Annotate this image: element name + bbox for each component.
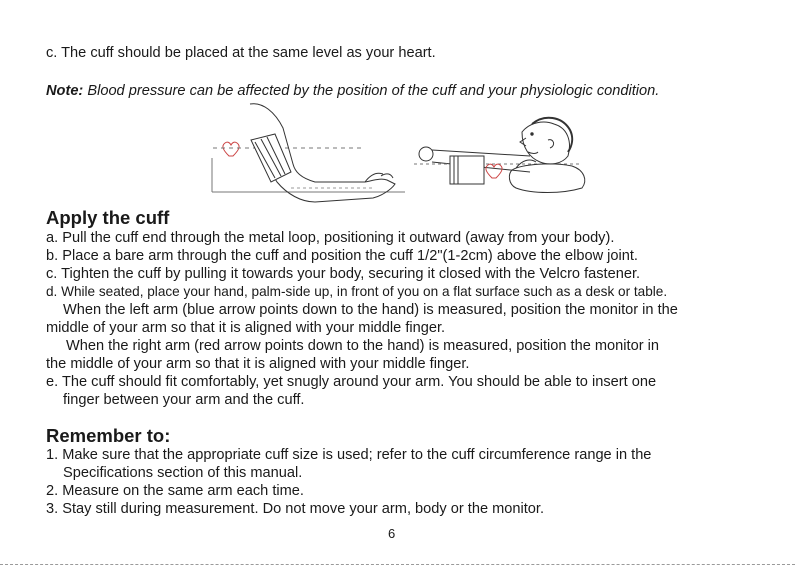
- apply-step-e-2: finger between your arm and the cuff.: [63, 392, 305, 408]
- remember-item-1-line-2: Specifications section of this manual.: [63, 465, 303, 481]
- apply-step-a: a. Pull the cuff end through the metal loop, positioning it outward (away from your body).: [46, 230, 615, 246]
- apply-step-d-right-2: the middle of your arm so that it is aligned with your middle finger.: [46, 356, 470, 372]
- seated-arm-cuff-illustration: [205, 102, 405, 212]
- remember-item-1-line-1: 1. Make sure that the appropriate cuff size is used; refer to the cuff circumference range in the: [46, 447, 652, 463]
- remember-item-3: 3. Stay still during measurement. Do not move your arm, body or the monitor.: [46, 501, 545, 517]
- apply-step-d-left-1: When the left arm (blue arrow points down to the hand) is measured, position the monitor in the: [63, 302, 678, 318]
- lying-person-cuff-illustration: [412, 112, 590, 204]
- heart-icon: [223, 142, 239, 156]
- note-label: Note:: [46, 83, 84, 99]
- apply-step-b: b. Place a bare arm through the cuff and position the cuff 1/2"(1-2cm) above the elbow joint.: [46, 248, 638, 264]
- page-number: 6: [388, 526, 396, 541]
- apply-step-d-right-1: When the right arm (red arrow points down to the hand) is measured, position the monitor in: [66, 338, 659, 354]
- heart-icon-right: [486, 164, 502, 178]
- apply-step-d: d. While seated, place your hand, palm-side up, in front of you on a flat surface such as a desk or table.: [46, 284, 668, 299]
- intro-text: c. The cuff should be placed at the same level as your heart.: [46, 45, 436, 61]
- apply-step-c: c. Tighten the cuff by pulling it towards your body, securing it closed with the Velcro fastener.: [46, 266, 641, 282]
- apply-step-e-1: e. The cuff should fit comfortably, yet snugly around your arm. You should be able to insert one: [46, 374, 657, 390]
- section-heading-apply: Apply the cuff: [46, 207, 170, 228]
- section-heading-remember: Remember to:: [46, 425, 171, 446]
- note-text: Blood pressure can be affected by the position of the cuff and your physiologic condition.: [83, 83, 660, 99]
- page-bottom-divider: [0, 564, 795, 565]
- remember-item-2: 2. Measure on the same arm each time.: [46, 483, 304, 499]
- apply-step-d-left-2: middle of your arm so that it is aligned with your middle finger.: [46, 320, 446, 336]
- note: [46, 82, 659, 100]
